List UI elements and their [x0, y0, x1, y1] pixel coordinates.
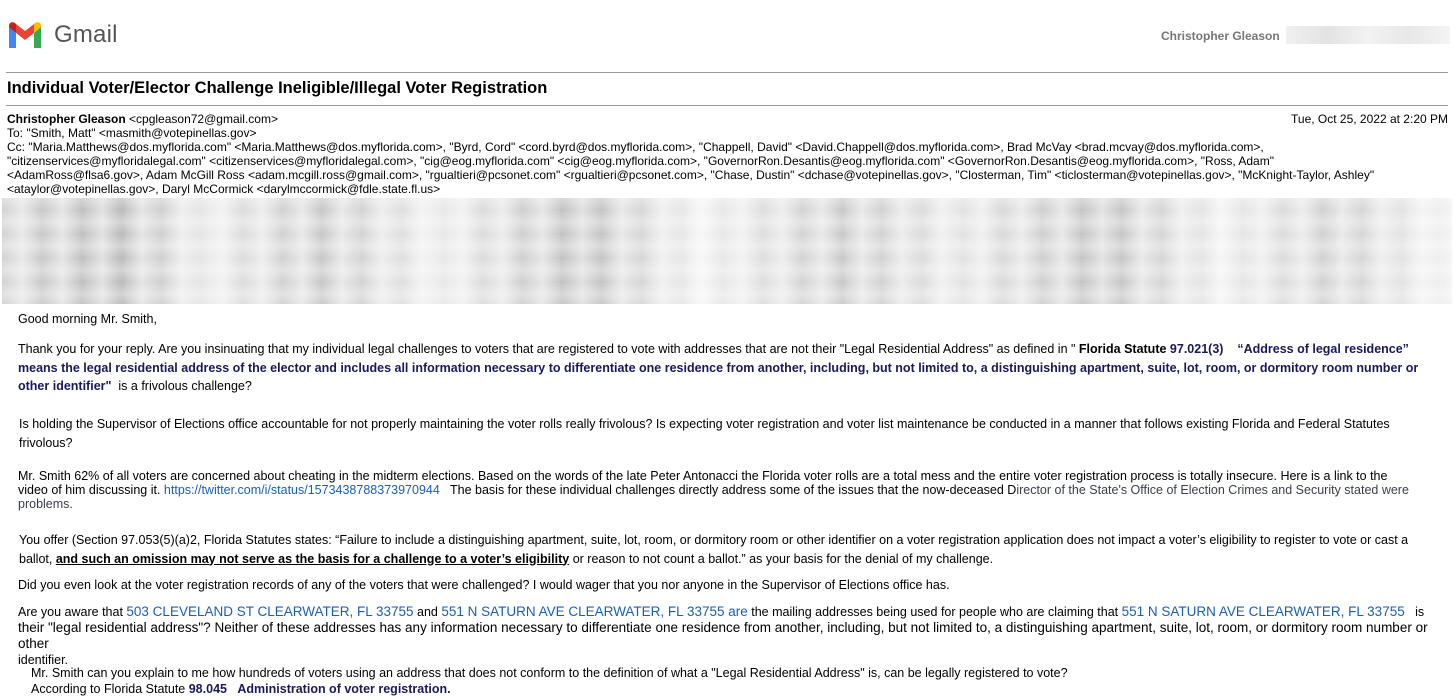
cc-line: <AdamRoss@flsa6.gov>, Adam McGill Ross <adam.mcgill.ross@gmail.com>, "rgualtieri@pcsonet.com" <rgualtieri@pcsonet.com>, "Chase, Dustin" <dchase@votepinellas.gov>, "Closterman, Tim" <ticlosterman@votepinellas.gov>, "McKnight-Taylor, Ashley": [7, 168, 1375, 182]
text: Thank you for your reply. Are you insinuating that my individual legal challenges to voters that are registered to vote with addresses that are not their "Legal Residential Address" as defined in ": [18, 342, 1076, 356]
paragraph-6: [18, 604, 1448, 668]
underlined-quote: and such an omission may not serve as the basis for a challenge to a voter’s eligibility: [55, 551, 570, 566]
redacted-email: [1286, 26, 1450, 44]
twitter-link[interactable]: https://twitter.com/i/status/1573438788373970944: [163, 483, 440, 497]
sender-name: Christopher Gleason: [7, 112, 126, 126]
text: Is holding the Supervisor of Elections office accountable for not properly maintaining the voter rolls really frivolous? Is expecting voter registration and voter list maintenance be conducted in a manner that follows existing Florida and Federal Statutes: [19, 417, 1390, 431]
statute-quote: other identifier": [18, 379, 112, 393]
sender-email: <cpgleason72@gmail.com>: [129, 112, 278, 126]
top-bar: [0, 0, 1456, 72]
paragraph-1: [18, 340, 1448, 396]
text: The basis for these individual challenges directly address some of the issues that the now-deceased D: [450, 483, 1017, 497]
text: their "legal residential address"? Neither of these addresses has any information necessary to differentiate one residence from another, including, but not limited to, a distinguishing apartment, suite, lot, room, or dormitory room number or other: [18, 620, 1428, 651]
message-date: Tue, Oct 25, 2022 at 2:20 PM: [1291, 112, 1448, 126]
statute-title: Administration of voter registration.: [237, 682, 451, 696]
text: is: [1415, 605, 1425, 619]
redacted-block: [2, 198, 1452, 304]
text: Are you aware that: [18, 605, 123, 619]
text: and: [417, 605, 438, 619]
paragraph-4: [19, 531, 1449, 568]
email-subject: Individual Voter/Elector Challenge Ineligible/Illegal Voter Registration: [7, 79, 548, 97]
to-line: To: "Smith, Matt" <masmith@votepinellas.gov>: [7, 126, 257, 140]
text: irector of the State's Office of Election Crimes and Security stated were: [1016, 483, 1409, 497]
cc-line: <ataylor@votepinellas.gov>, Daryl McCormick <darylmccormick@fdle.state.fl.us>: [7, 182, 441, 196]
divider: [6, 105, 1448, 106]
gmail-logo[interactable]: [6, 20, 118, 50]
text: Mr. Smith 62% of all voters are concerned about cheating in the midterm elections. Based on the words of the late Peter Antonacci the Florida voter rolls are a total mess and the entire voter registration process is totally insecure. Here is a link to the: [18, 469, 1388, 483]
address-2: 551 N SATURN AVE CLEARWATER, FL 33755 are: [441, 604, 748, 619]
text: You offer (Section 97.053(5)(a)2, Florida Statutes states: “Failure to include a distinguishing apartment, suite, lot, room, or dormitory room or other identifier on a voter registration application does not impact a voter’s eligibility to register to vote or cast a: [19, 533, 1409, 547]
divider: [6, 72, 1448, 73]
text: problems.: [18, 497, 73, 511]
text: According to Florida Statute: [31, 682, 186, 696]
paragraph-7: [31, 665, 1431, 697]
text: frivolous?: [19, 435, 73, 450]
gmail-m-icon: [6, 20, 44, 50]
cc-line: Cc: "Maria.Matthews@dos.myflorida.com" <Maria.Matthews@dos.myflorida.com>, "Byrd, Cord" <cord.byrd@dos.myflorida.com>, "Chappell, David" <David.Chappell@dos.myflorida.com>, Brad McVay <brad.mcvay@dos.myflorida.com>,: [7, 140, 1264, 154]
text: ballot,: [19, 551, 53, 566]
text: is a frivolous challenge?: [118, 379, 252, 393]
cc-line: "citizenservices@myfloridalegal.com" <citizenservices@myfloridalegal.com>, "cig@eog.myflorida.com" <cig@eog.myflorida.com>, "GovernorRon.Desantis@eog.myflorida.com" <GovernorRon.Desantis@eog.myflorida.com>, "Ross, Adam": [7, 154, 1274, 168]
statute-number: 98.045: [188, 682, 227, 696]
statute-number: 97.021(3): [1169, 342, 1224, 356]
text: Mr. Smith can you explain to me how hundreds of voters using an address that does not conform to the definition of what a "Legal Residential Address" is, can be legally registered to vote?: [31, 666, 1068, 680]
text: identifier.: [18, 653, 69, 667]
address-3: 551 N SATURN AVE CLEARWATER, FL 33755: [1121, 604, 1405, 619]
paragraph-3: [18, 469, 1448, 511]
statute-quote: “Address of legal residence”: [1237, 342, 1409, 356]
statute-label: Florida Statute: [1078, 342, 1167, 356]
text: the mailing addresses being used for people who are claiming that: [751, 605, 1119, 619]
account-name: Christopher Gleason: [1161, 29, 1280, 43]
app-name: Gmail: [54, 21, 118, 48]
statute-quote: means the legal residential address of the elector and includes all information necessary to differentiate one residence from another, including, but not limited to, a distinguishing apartment, suite, lot, room, or dormitory room number or: [18, 360, 1419, 375]
greeting: Good morning Mr. Smith,: [18, 312, 157, 326]
from-line: [7, 112, 278, 126]
paragraph-2: [19, 415, 1449, 452]
paragraph-5: Did you even look at the voter registration records of any of the voters that were challenged? I would wager that you nor anyone in the Supervisor of Elections office has.: [18, 578, 950, 592]
text: or reason to not count a ballot.” as your basis for the denial of my challenge.: [572, 551, 994, 566]
text: video of him discussing it.: [18, 483, 161, 497]
address-1: 503 CLEVELAND ST CLEARWATER, FL 33755: [126, 604, 414, 619]
